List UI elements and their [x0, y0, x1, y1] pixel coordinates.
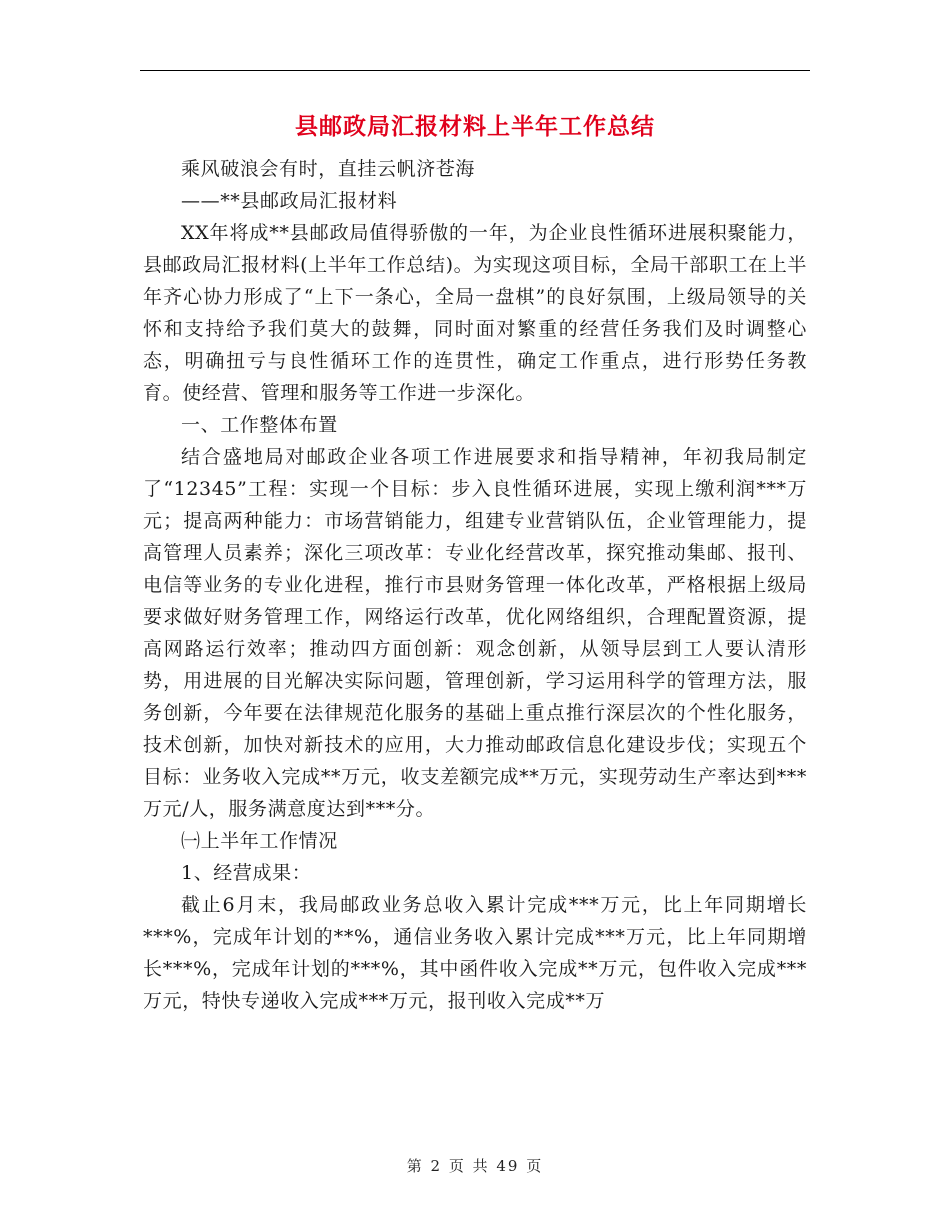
paragraph-12345-project: 结合盛地局对邮政企业各项工作进展要求和指导精神，年初我局制定了“12345”工程：实现一个目标：步入良性循环进展，实现上缴利润***万元；提高两种能力：市场营销能力，组建专业营销队伍，企业管理能力，提高管理人员素养；深化三项改革：专业化经营改革，探究推动集邮、报刊、电信等业务的专业化进程，推行市县财务管理一体化改革，严格根据上级局要求做好财务管理工作，网络运行改革，优化网络组织，合理配置资源，提高网路运行效率；推动四方面创新：观念创新，从领导层到工人要认清形势，用进展的目光解决实际问题，管理创新，学习运用科学的管理方法，服务创新，今年要在法律规范化服务的基础上重点推行深层次的个性化服务，技术创新，加快对新技术的应用，大力推动邮政信息化建设步伐；实现五个目标：业务收入完成**万元，收支差额完成**万元，实现劳动生产率达到***万元/人，服务满意度达到***分。 [143, 446, 807, 820]
section-heading-overall-arrangement: 一、工作整体布置 [181, 414, 338, 436]
header-rule [140, 70, 810, 71]
page-number: 第 2 页 共 49 页 [406, 1157, 544, 1175]
item-heading-business-results: 1、经营成果： [181, 862, 312, 884]
subsection-heading-first-half: ㈠上半年工作情况 [181, 830, 338, 852]
paragraph-subtitle: 乘风破浪会有时，直挂云帆济苍海 [181, 158, 476, 180]
paragraph-business-results: 截止6月末，我局邮政业务总收入累计完成***万元，比上年同期增长***%，完成年计划的**%，通信业务收入累计完成***万元，比上年同期增长***%，完成年计划的***%，其中函件收入完成**万元，包件收入完成***万元，特快专递收入完成***万元，报刊收入完成**万 [143, 894, 807, 1012]
paragraph-byline: ——**县邮政局汇报材料 [181, 190, 398, 212]
document-body [143, 153, 807, 1017]
page-footer [0, 1155, 950, 1176]
paragraph-intro: XX年将成**县邮政局值得骄傲的一年，为企业良性循环进展积聚能力，县邮政局汇报材料(上半年工作总结)。为实现这项目标，全局干部职工在上半年齐心协力形成了“上下一条心，全局一盘棋”的良好氛围，上级局领导的关怀和支持给予我们莫大的鼓舞，同时面对繁重的经营任务我们及时调整心态，明确扭亏与良性循环工作的连贯性，确定工作重点，进行形势任务教育。使经营、管理和服务等工作进一步深化。 [143, 222, 807, 404]
document-title: 县邮政局汇报材料上半年工作总结 [295, 114, 655, 140]
